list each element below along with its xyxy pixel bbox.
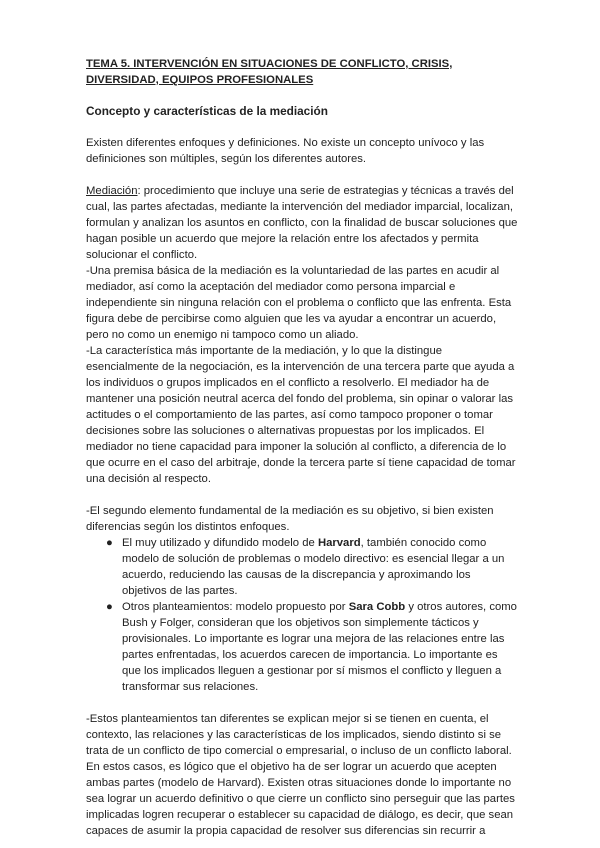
document-page	[86, 56, 518, 839]
mediacion-term: Mediación	[86, 185, 138, 197]
caracteristica-paragraph: -La característica más importante de la mediación, y lo que la distingue esencialmente de la negociación, es la intervención de una tercera parte que ayuda a los individuos o grupos implicados en el conflicto a resolverlo. El mediador ha de mantener una posición neutral acerca del fondo del problema, sin opinar o valorar las actitudes o el comportamiento de las partes, así como tampoco proponer o tomar decisiones sobre las soluciones o alternativas propuestas por los implicados. El mediador no tiene capacidad para imponer la solución al conflicto, a diferencia de lo que ocurre en el caso del arbitraje, donde la tercera parte sí tiene capacidad de tomar una decisión al respecto.	[86, 345, 516, 485]
planteamientos-paragraph: -Estos planteamientos tan diferentes se explican mejor si se tienen en cuenta, el contexto, las relaciones y las características de los implicados, siendo distinto si se trata de un conflicto de tipo comercial o empresarial, o incluso de un conflicto laboral. En estos casos, es lógico que el objetivo ha de ser lograr un acuerdo que acepten ambas partes (modelo de Harvard). Existen otras situaciones donde lo importante no sea lograr un acuerdo definitivo o que cierre un conflicto sino perseguir que las partes implicadas logren recuperar o establecer su capacidad de diálogo, es decir, que sean capaces de asumir la propia capacidad de resolver sus diferencias sin recurrir a	[86, 713, 515, 837]
list-item-bold: Sara Cobb	[348, 601, 406, 613]
list-item-text: y otros autores, como Bush y Folger, consideran que los objetivos son simplemente tácticos y provisionales. Lo importante es lograr una mejora de las relaciones entre las partes enfrentadas, los acuerdos carecen de importancia. Lo importante es que los implicados lleguen a gestionar por sí mismos el conflicto y lleguen a transformar sus relaciones.	[122, 601, 517, 693]
premisa-paragraph: -Una premisa básica de la mediación es la voluntariedad de las partes en acudir al mediador, así como la aceptación del mediador como persona imparcial e independiente sin ninguna relación con el problema o conflicto que las enfrenta. Esta figura debe de percibirse como alguien que les va ayudar a encontrar un acuerdo, pero no como un enemigo ni tampoco como un aliado.	[86, 265, 512, 341]
list-item-text: , también conocido como modelo de solución de problemas o modelo directivo: es esencial llegar a un acuerdo, reduciendo las causas de la discrepancia y aproximando los objetivos de las partes.	[122, 537, 505, 597]
models-list	[86, 535, 518, 695]
segundo-elemento-paragraph: -El segundo elemento fundamental de la mediación es su objetivo, si bien existen diferencias según los distintos enfoques.	[86, 505, 494, 533]
mediacion-definition	[86, 183, 518, 263]
intro-paragraph: Existen diferentes enfoques y definiciones. No existe un concepto unívoco y las definiciones son múltiples, según los diferentes autores.	[86, 137, 485, 165]
list-item-cobb	[86, 599, 518, 695]
list-item-text: El muy utilizado y difundido modelo de	[122, 537, 318, 549]
bullet-icon: ●	[106, 537, 113, 549]
list-item-text: Otros planteamientos: modelo propuesto por	[122, 601, 349, 613]
section-heading: Concepto y características de la mediación	[86, 104, 328, 118]
bullet-icon: ●	[106, 601, 113, 613]
list-item-harvard	[86, 535, 518, 599]
page-title: TEMA 5. INTERVENCIÓN EN SITUACIONES DE CONFLICTO, CRISIS, DIVERSIDAD, EQUIPOS PROFESIONALES	[86, 58, 453, 86]
list-item-bold: Harvard	[317, 537, 361, 549]
mediacion-definition-text: : procedimiento que incluye una serie de estrategias y técnicas a través del cual, las partes afectadas, mediante la intervención del mediador imparcial, localizan, formulan y analizan los asuntos en conflicto, con la finalidad de buscar soluciones que hagan posible un acuerdo que mejore la relación entre los afectados y permita solucionar el conflicto.	[86, 185, 518, 261]
